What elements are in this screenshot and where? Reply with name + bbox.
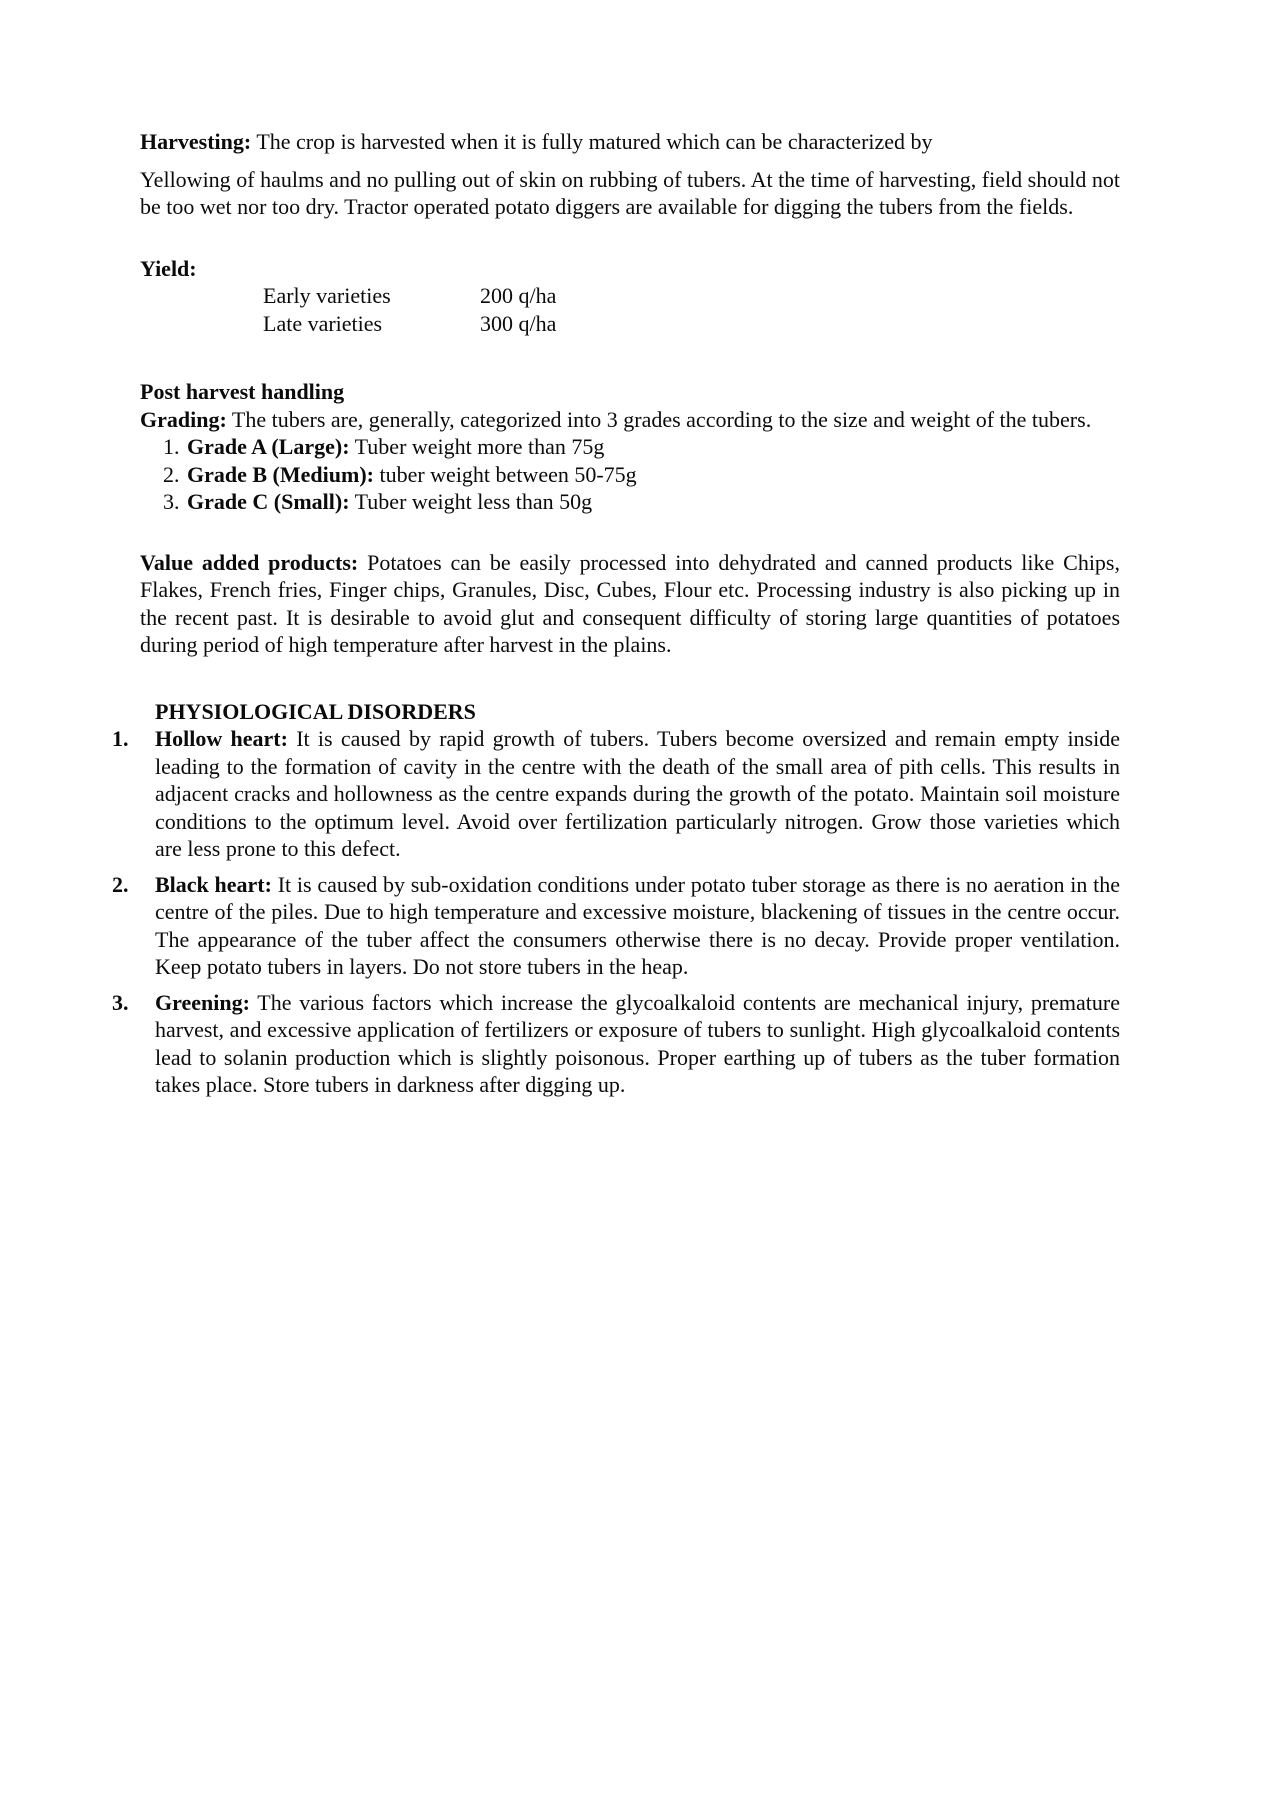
grading-label: Grading: [140,406,227,432]
yield-variety-label: Late varieties [263,310,383,336]
yield-variety-label: Early varieties [263,283,391,308]
yield-row-late [140,310,1120,338]
grade-text: Tuber weight less than 50g [354,489,593,514]
disorder-item-black-heart [112,871,1121,981]
physiological-disorders-heading: PHYSIOLOGICAL DISORDERS [155,698,476,724]
disorder-label: Greening: [155,989,250,1015]
value-added-label: Value added products: [140,549,359,575]
harvesting-label: Harvesting: [140,129,252,154]
disorder-item-greening [112,989,1120,1099]
disorder-text: It is caused by rapid growth of tubers. Tubers become oversized and remain empty inside leading to the formation of cavity in the centre with the death of the small area of pith cells. This results in adjacent cracks and hollowness as the centre expands during the growth of the potato. Maintain soil moisture conditions to the optimum level. Avoid over fertilization particularly nitrogen. Grow those varieties which are less prone to this defect. [155,726,1120,861]
grade-text: Tuber weight more than 75g [354,434,605,459]
grade-text: tuber weight between 50-75g [379,461,637,487]
grade-label: Grade C (Small): [187,489,350,514]
value-added-paragraph [140,549,1120,659]
grade-number: 2. [163,461,180,487]
value-added-text: Potatoes can be easily processed into dehydrated and canned products like Chips, Flakes, French fries, Finger chips, Granules, Disc, Cubes, Flour etc. Processing industry is also picking up in the recent past. It is desirable to avoid glut and consequent difficulty of storing large quantities of potatoes during period of high temperature after harvest in the plains. [140,549,1120,657]
grades-list [140,433,1120,516]
yield-heading: Yield: [140,255,197,281]
disorder-text: It is caused by sub-oxidation conditions under potato tuber storage as there is no aeration in the centre of the piles. Due to high temperature and excessive moisture, blackening of tissues in the centre occur. The appearance of the tuber affect the consumers otherwise there is no decay. Provide proper ventilation. Keep potato tubers in layers. Do not store tubers in the heap. [155,871,1121,979]
harvesting-paragraph [140,128,1120,156]
grade-label: Grade A (Large): [187,434,350,459]
yield-value: 200 q/ha [480,283,557,308]
disorders-list [112,725,1121,1099]
grading-text: The tubers are, generally, categorized into 3 grades according to the size and weight of the tubers. [231,406,1092,432]
yield-value: 300 q/ha [480,310,557,336]
yield-row-early [140,282,1120,310]
harvesting-intro-text: The crop is harvested when it is fully matured which can be characterized by [256,129,933,154]
harvesting-body-text: Yellowing of haulms and no pulling out of skin on rubbing of tubers. At the time of harvesting, field should not be too wet nor too dry. Tractor operated potato diggers are available for digging the tubers from the fields. [140,166,1120,219]
grading-paragraph [140,406,1120,434]
yield-table [140,282,1120,337]
disorder-number: 3. [112,989,129,1015]
disorder-text: The various factors which increase the glycoalkaloid contents are mechanical injury, premature harvest, and excessive application of fertilizers or exposure of tubers to sunlight. High glycoalkaloid contents lead to solanin production which is slightly poisonous. Proper earthing up of tubers as the tuber formation takes place. Store tubers in darkness after digging up. [155,989,1120,1097]
grade-item-b [140,461,1120,489]
grade-item-a [140,433,1120,461]
disorder-label: Black heart: [155,871,272,897]
disorder-label: Hollow heart: [155,726,288,751]
grade-label: Grade B (Medium): [187,461,374,487]
disorder-number: 1. [112,726,129,751]
grade-item-c [140,488,1120,516]
disorder-number: 2. [112,871,129,897]
grade-number: 3. [163,489,180,514]
grade-number: 1. [163,434,180,459]
post-harvest-heading: Post harvest handling [140,379,345,404]
disorder-item-hollow-heart [112,725,1120,863]
